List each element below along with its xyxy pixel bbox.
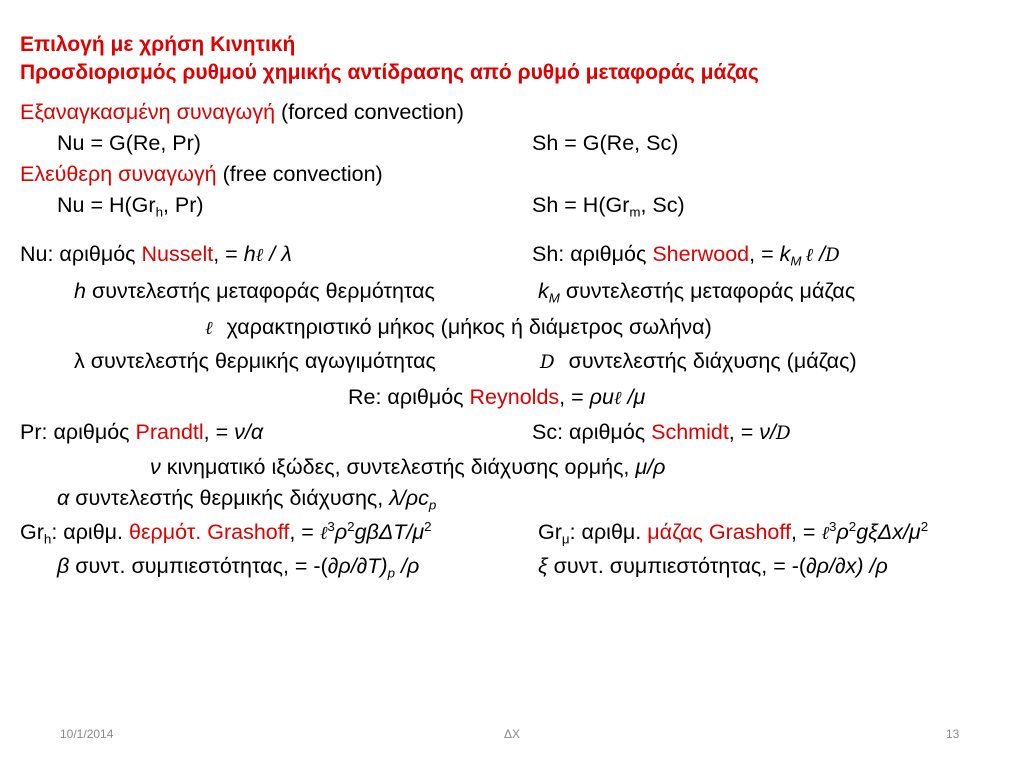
schmidt-name: Schmidt xyxy=(651,420,729,444)
forced-nu-relation: Nu = G(Re, Pr) xyxy=(57,131,201,155)
free-convection-heading xyxy=(20,164,383,186)
title-line-2: Προσδιορισμός ρυθμού χημικής αντίδρασης από ρυθμό μεταφοράς μάζας xyxy=(20,61,759,84)
nusselt-name: Nusselt xyxy=(141,242,214,266)
kinematic-viscosity-definition: ν κινηματικό ιξώδες, συντελεστής διάχυσης ορμής, μ/ρ xyxy=(150,455,666,479)
km-definition: $k_M$ συντελεστής μεταφοράς μάζας xyxy=(538,279,856,306)
forced-convection-greek: Εξαναγκασμένη συναγωγή xyxy=(20,100,276,124)
sherwood-name: Sherwood xyxy=(652,242,750,266)
h-definition: h συντελεστής μεταφοράς θερμότητας xyxy=(74,279,435,303)
lambda-definition: λ συντελεστής θερμικής αγωγιμότητας xyxy=(74,349,436,373)
nusselt-definition: Nu: αριθμός Nusselt, = hℓ / λ xyxy=(20,242,292,266)
footer-page-number: 13 xyxy=(946,727,960,741)
length-definition: ℓ χαρακτηριστικό μήκος (μήκος ή διάμετρος σωλήνα) xyxy=(205,315,712,339)
grashof-mass-definition: $Gr_\mu$: αριθμ. μάζας Grashoff, = $\ell^3\rho^2g\xi\Delta x/\mu^2$ xyxy=(538,519,929,547)
reynolds-definition: Re: αριθμός Reynolds, = ρuℓ /μ xyxy=(348,385,646,409)
free-convection-greek: Ελεύθερη συναγωγή xyxy=(20,162,217,186)
prandtl-name: Prandtl xyxy=(135,420,204,444)
forced-convection-heading xyxy=(20,102,464,124)
title-line-1: Επιλογή με χρήση Κινητική xyxy=(20,33,296,56)
footer-center: ΔΧ xyxy=(504,727,521,741)
footer-date: 10/1/2014 xyxy=(60,727,114,741)
reynolds-name: Reynolds xyxy=(469,385,560,409)
prandtl-definition: Pr: αριθμός Prandtl, = ν/α xyxy=(20,420,264,444)
free-convection-english: (free convection) xyxy=(222,162,383,186)
sherwood-definition: Sh: αριθμός Sherwood, = $k_M$ ℓ /D xyxy=(532,242,840,269)
grashof-heat-name: θερμότ. Grashoff xyxy=(129,520,290,544)
schmidt-definition: Sc: αριθμός Schmidt, = ν/D xyxy=(532,420,791,444)
beta-definition: β συντ. συμπιεστότητας, = $-(\partial\rho/\partial T)_p$ /ρ xyxy=(57,554,420,581)
thermal-diffusivity-definition: α συντελεστής θερμικής διάχυσης, $\lambda/\rho c_p$ xyxy=(57,486,437,513)
grashof-mass-name: μάζας Grashoff xyxy=(647,520,791,544)
diffusivity-definition: D συντελεστής διάχυσης (μάζας) xyxy=(540,349,857,373)
forced-convection-english: (forced convection) xyxy=(281,100,464,124)
free-nu-relation: $Nu = H(Gr_h$, Pr) xyxy=(57,193,204,220)
grashof-heat-definition: $Gr_h$: αριθμ. θερμότ. Grashoff, = $\ell^3\rho^2g\beta\Delta T/\mu^2$ xyxy=(20,519,432,547)
forced-sh-relation: Sh = G(Re, Sc) xyxy=(532,131,679,155)
xi-definition: ξ συντ. συμπιεστότητας, = -(∂ρ/∂x) /ρ xyxy=(538,554,888,578)
free-sh-relation: $Sh = H(Gr_m$, Sc) xyxy=(532,193,685,220)
